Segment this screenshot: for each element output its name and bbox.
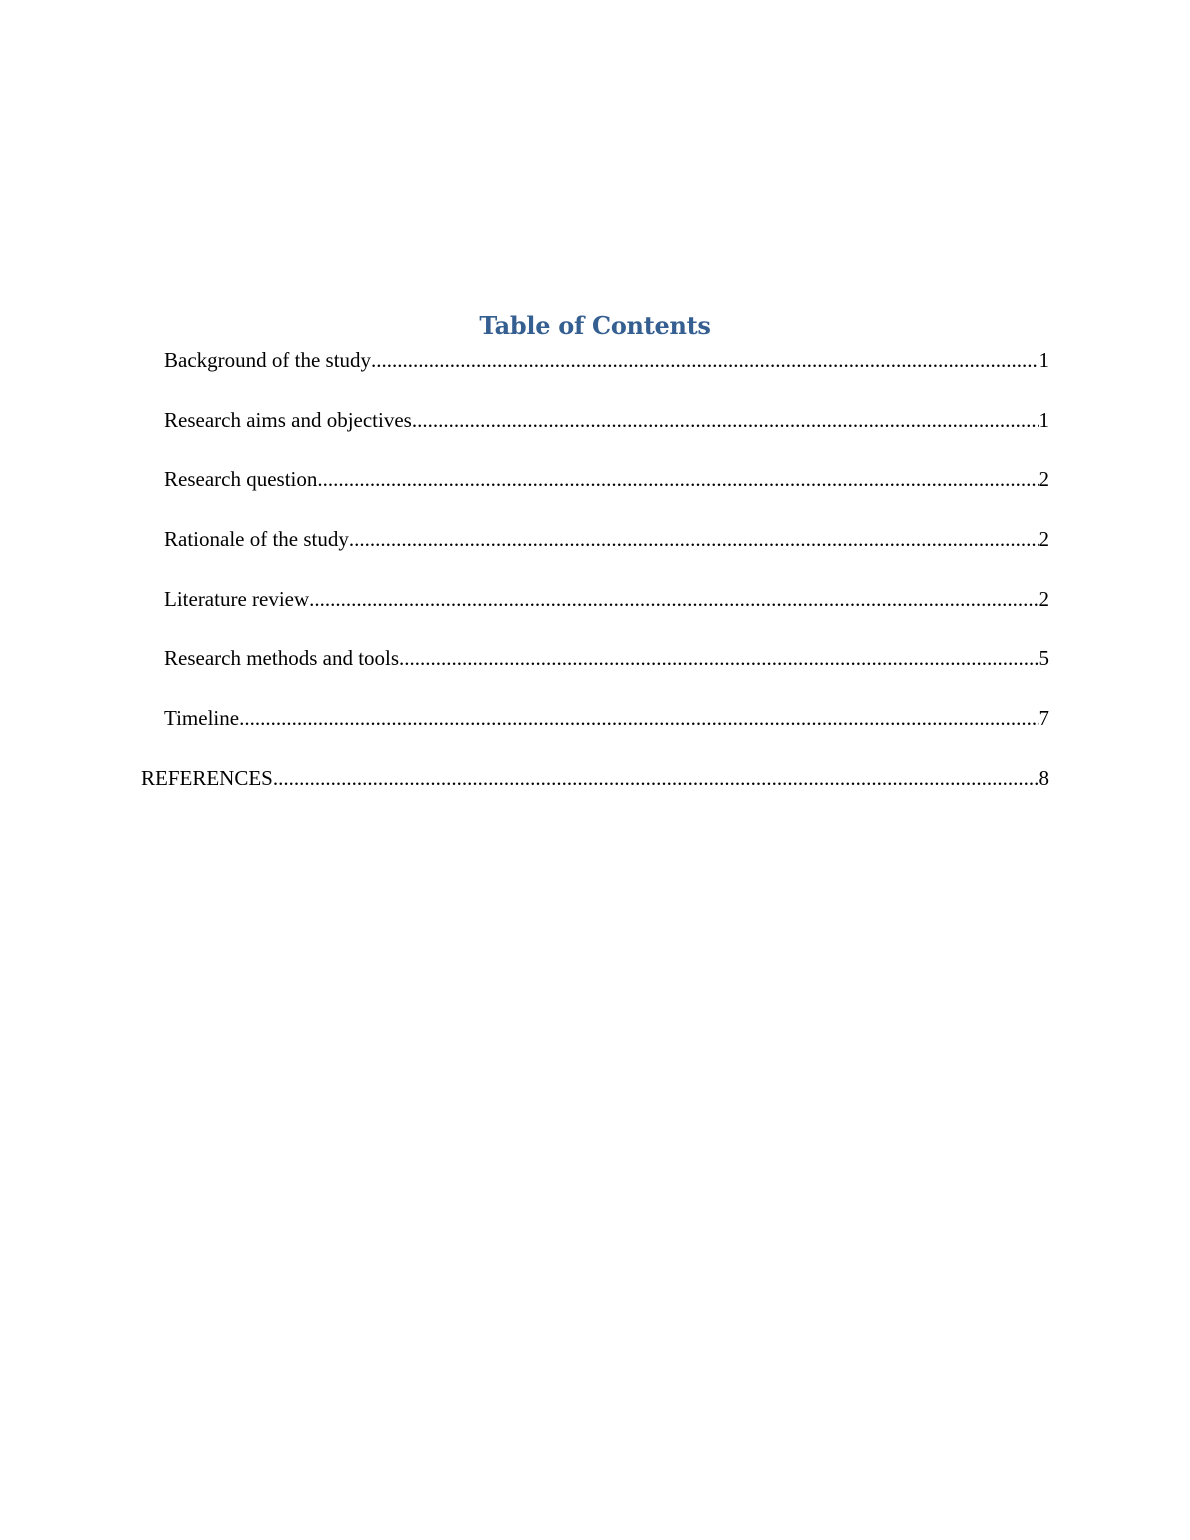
toc-entry-timeline[interactable] [164, 705, 1049, 731]
toc-page-number: 8 [1038, 766, 1049, 790]
toc-dot-leader [273, 765, 1039, 791]
toc-dot-leader [317, 466, 1038, 492]
toc-entry-research-aims-and-objectives[interactable] [164, 407, 1049, 433]
toc-page-number: 2 [1038, 527, 1049, 551]
toc-dot-leader [309, 586, 1038, 612]
toc-dot-leader [399, 645, 1038, 671]
toc-page-number: 7 [1038, 706, 1049, 730]
toc-dot-leader [349, 526, 1039, 552]
toc-entry-label: Literature review [164, 587, 310, 611]
toc-page-number: 2 [1038, 467, 1049, 491]
toc-dot-leader [412, 407, 1039, 433]
toc-page-number: 1 [1038, 408, 1049, 432]
toc-page-number: 1 [1038, 348, 1049, 372]
toc-entry-label: Rationale of the study [164, 527, 349, 551]
toc-entry-research-methods-and-tools[interactable] [164, 645, 1049, 671]
toc-entry-literature-review[interactable] [164, 586, 1049, 612]
toc-entry-label: REFERENCES [141, 766, 273, 790]
toc-entry-label: Timeline [164, 706, 240, 730]
toc-entry-rationale-of-the-study[interactable] [164, 526, 1049, 552]
toc-title: Table of Contents [479, 311, 711, 340]
toc-entry-background-of-the-study[interactable] [164, 347, 1049, 373]
toc-entry-research-question[interactable] [164, 466, 1049, 492]
toc-entry-label: Research question [164, 467, 318, 491]
toc-entry-references[interactable] [141, 765, 1049, 791]
toc-dot-leader [239, 705, 1038, 731]
toc-entry-label: Research methods and tools [164, 646, 400, 670]
toc-page-number: 2 [1038, 587, 1049, 611]
toc-dot-leader [371, 347, 1038, 373]
toc-entry-label: Research aims and objectives [164, 408, 412, 432]
toc-page-number: 5 [1038, 646, 1049, 670]
toc-entry-label: Background of the study [164, 348, 372, 372]
